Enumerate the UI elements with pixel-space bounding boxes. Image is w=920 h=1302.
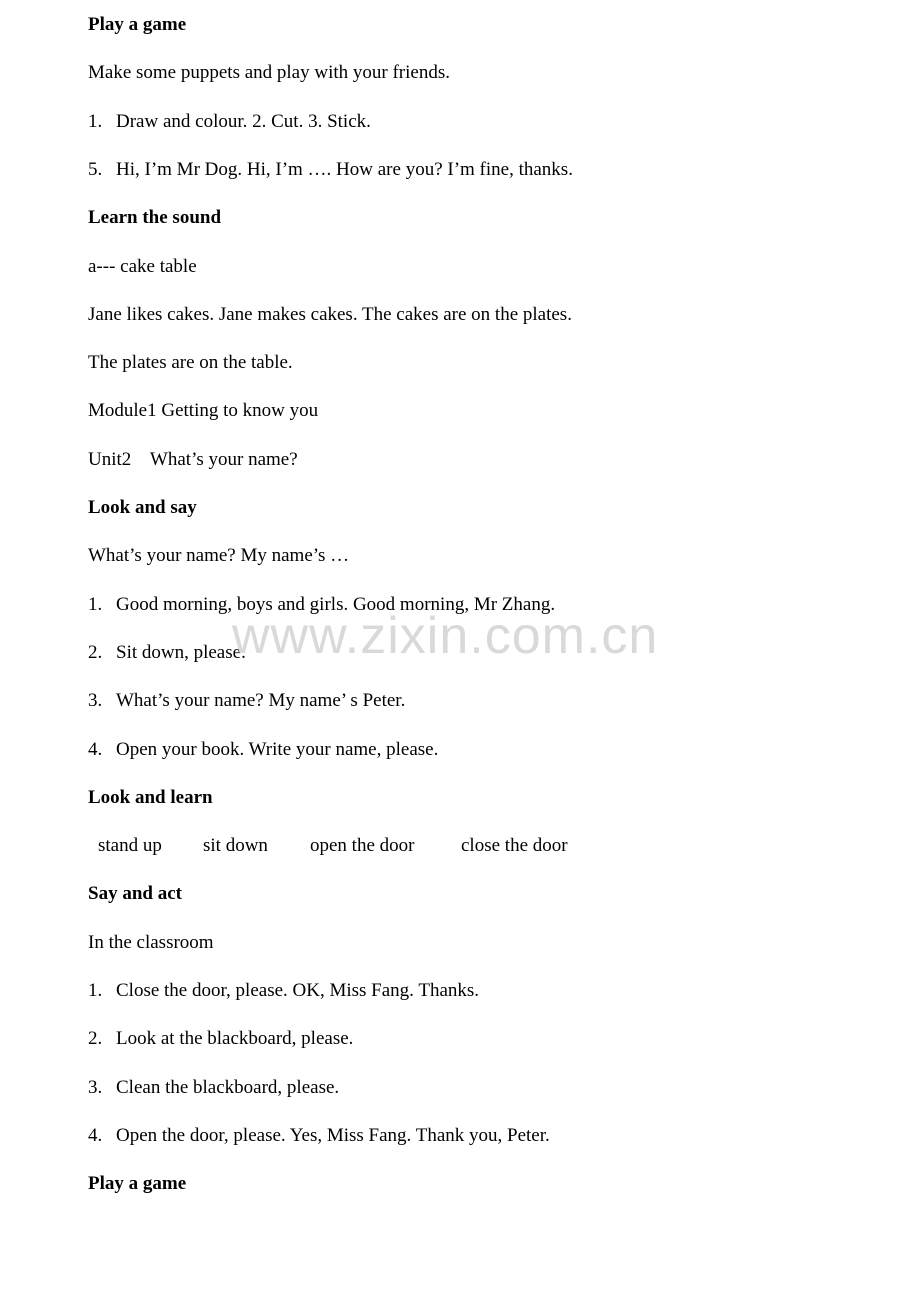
vocab-phrase: open the door [310,835,415,857]
section-heading: Learn the sound [88,207,222,229]
item-text: Sit down, please. [116,641,246,663]
item-number: 4. [88,738,103,760]
item-number: 3. [88,1076,103,1098]
numbered-item [88,1076,339,1100]
numbered-item [88,158,573,182]
text-line: The plates are on the table. [88,352,293,374]
item-text: Look at the blackboard, please. [116,1028,354,1050]
vocab-phrase: stand up [98,835,162,857]
vocab-phrase: close the door [461,835,568,857]
item-text: Draw and colour. 2. Cut. 3. Stick. [116,110,371,132]
item-text: What’s your name? My name’ s Peter. [116,690,406,712]
section-heading: Play a game [88,1173,187,1195]
section-heading: Look and say [88,497,197,518]
numbered-item [88,689,405,713]
text-line: Module1 Getting to know you [88,400,319,422]
item-text: Close the door, please. OK, Miss Fang. Thanks. [116,980,480,1001]
item-number: 1. [88,110,103,132]
numbered-item [88,641,246,665]
item-text: Open the door, please. Yes, Miss Fang. Thank you, Peter. [116,1124,550,1146]
numbered-item [88,738,438,762]
item-text: Clean the blackboard, please. [116,1076,340,1098]
numbered-item [88,1027,353,1051]
section-heading: Play a game [88,14,187,35]
item-number: 1. [88,593,103,615]
text-line: What’s your name? My name’s … [88,545,350,567]
vocab-phrase: sit down [203,835,268,857]
item-number: 5. [88,158,103,180]
item-text: Good morning, boys and girls. Good morning, Mr Zhang. [116,593,556,615]
item-number: 2. [88,641,103,663]
item-number: 1. [88,980,103,1001]
item-number: 2. [88,1028,103,1050]
watermark-text: www.zixin.com.cn [232,607,659,665]
item-number: 3. [88,690,103,712]
numbered-item [88,1124,550,1148]
section-heading: Look and learn [88,786,213,808]
item-text: Hi, I’m Mr Dog. Hi, I’m …. How are you? I’m fine, thanks. [116,158,573,180]
text-line: In the classroom [88,931,214,953]
numbered-item [88,979,479,1003]
item-number: 4. [88,1124,103,1146]
text-line: Jane likes cakes. Jane makes cakes. The cakes are on the plates. [88,303,572,325]
text-line: Unit2 What’s your name? [88,448,298,470]
text-line: a--- cake table [88,255,197,277]
section-heading: Say and act [88,883,182,905]
item-text: Open your book. Write your name, please. [116,738,439,760]
text-line: Make some puppets and play with your friends. [88,62,450,84]
numbered-item [88,110,371,134]
